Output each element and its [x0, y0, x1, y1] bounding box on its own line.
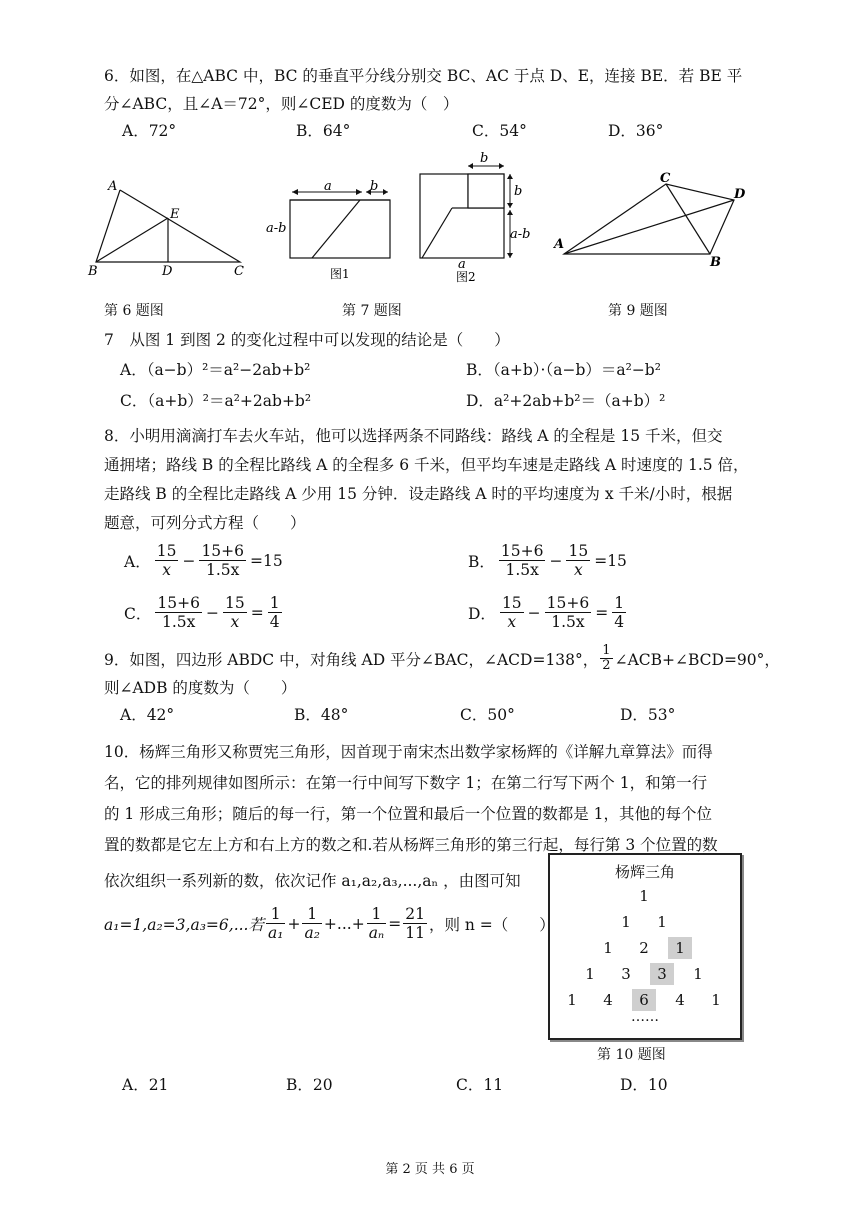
- q8-option-b-frac2: [566, 542, 590, 579]
- q7-label-a-minus-b-left: a-b: [266, 221, 287, 236]
- q8-option-a-frac2-num: 15+6: [201, 542, 245, 560]
- q9-line1-a: 9．如图，四边形 ABDC 中，对角线 AD 平分∠BAC，∠ACD=138°，: [104, 650, 599, 669]
- q8-option-b-frac1-den: 1.5x: [505, 561, 539, 579]
- yanghui-r3-c2: 2: [639, 939, 649, 957]
- q9-option-d[interactable]: D．53°: [620, 706, 676, 724]
- yanghui-r4-c4: 1: [693, 965, 703, 983]
- yanghui-r1-c1: 1: [639, 887, 649, 905]
- q8-option-b-letter: B．: [468, 552, 495, 571]
- q8-option-c-rhs-frac: [268, 594, 282, 631]
- q8-option-a-rhs: =15: [250, 551, 283, 570]
- q8-option-d-frac1-num: 15: [501, 594, 522, 612]
- q10-line6: [104, 905, 555, 942]
- q9-option-c[interactable]: C．50°: [460, 706, 515, 724]
- q8-option-d[interactable]: [466, 594, 628, 631]
- yanghui-box-title: 杨辉三角: [614, 863, 675, 881]
- q7-label-a-top: a: [324, 179, 332, 194]
- q8-option-c-frac2-den: x: [230, 613, 240, 631]
- q10-caption: 第 10 题图: [597, 1047, 666, 1063]
- yanghui-r4-c1: 1: [585, 965, 595, 983]
- q8-option-c-frac2-num: 15: [224, 594, 245, 612]
- yanghui-r5-c3-highlight: 6: [632, 989, 656, 1011]
- q6-point-e: E: [170, 207, 180, 222]
- q6-line1: 6．如图，在△ABC 中，BC 的垂直平分线分别交 BC、AC 于点 D、E，连接 BE．若 BE 平: [104, 67, 743, 85]
- q10-line4: 置的数都是它左上方和右上方的数之和.若从杨辉三角形的第三行起，每行第 3 个位置的数: [104, 836, 718, 854]
- q7-option-a[interactable]: A．（a−b）²＝a²−2ab+b²: [120, 361, 311, 379]
- q7-figure: [262, 150, 532, 284]
- q10-option-d[interactable]: D．10: [620, 1076, 668, 1094]
- q10-frac3-num: 1: [367, 905, 387, 924]
- yanghui-triangle-box: [548, 853, 742, 1040]
- q6-triangle-figure: [84, 176, 254, 280]
- q8-option-a-frac1-den: x: [162, 561, 171, 579]
- q8-line4: 题意，可列分式方程（ ）: [104, 514, 306, 532]
- q9-line1: [104, 644, 780, 673]
- q8-option-d-frac2-den: 1.5x: [551, 613, 585, 631]
- q6-point-c: C: [234, 264, 244, 279]
- q6-line2: 分∠ABC，且∠A＝72°，则∠CED 的度数为（ ）: [104, 95, 459, 113]
- q9-half-num: 1: [602, 643, 611, 658]
- yanghui-r4-c2: 3: [621, 965, 631, 983]
- q7-fig2-label-b-top: b: [480, 151, 489, 166]
- q8-option-b-frac2-num: 15: [568, 542, 589, 560]
- q8-option-c-rhs-num: 1: [269, 594, 280, 612]
- q9-line2: 则∠ADB 的度数为（ ）: [104, 679, 297, 697]
- q10-option-c[interactable]: C．11: [456, 1076, 504, 1094]
- q9-point-b: B: [710, 255, 721, 270]
- yanghui-r2-c1: 1: [621, 913, 631, 931]
- q8-option-d-rhs-frac: [612, 594, 626, 631]
- q10-frac3-den: aₙ: [368, 924, 385, 942]
- q8-option-a-letter: A．: [124, 552, 151, 571]
- q10-line2: 名，它的排列规律如图所示：在第一行中间写下数字 1；在第二行写下两个 1，和第一行: [104, 774, 708, 792]
- q10-frac4-den: 11: [405, 924, 425, 942]
- q8-option-d-rhs-den: 4: [614, 613, 625, 631]
- yanghui-r5-c5: 1: [711, 991, 721, 1009]
- q6-option-a[interactable]: A．72°: [122, 122, 177, 140]
- q8-option-d-minus: −: [527, 603, 541, 622]
- q8-option-a-frac2: [199, 542, 246, 579]
- q8-option-d-frac2-num: 15+6: [546, 594, 590, 612]
- q10-frac-1-a1: [266, 905, 285, 942]
- q8-option-d-frac1-den: x: [507, 613, 517, 631]
- yanghui-r3-c1: 1: [603, 939, 613, 957]
- q10-frac-1-an: [367, 905, 387, 942]
- q8-option-a-frac1-num: 15: [156, 542, 177, 560]
- q9-half-den: 2: [602, 658, 611, 673]
- q10-frac4-num: 21: [405, 905, 425, 923]
- q10-frac1-num: 1: [266, 905, 285, 924]
- q8-option-c-frac1: [155, 594, 202, 631]
- q8-option-c-frac1-num: 15+6: [157, 594, 200, 612]
- q8-option-b[interactable]: [466, 542, 629, 579]
- q8-option-d-frac1: [500, 594, 524, 631]
- q8-option-c-letter: C．: [124, 604, 152, 623]
- q9-option-a[interactable]: A．42°: [120, 706, 175, 724]
- q8-option-b-rhs: =15: [594, 551, 627, 570]
- yanghui-r4-c3-highlight: 3: [650, 963, 674, 985]
- q10-option-a[interactable]: A．21: [122, 1076, 169, 1094]
- q9-quadrilateral-figure: [552, 170, 752, 270]
- q8-line3: 走路线 B 的全程比走路线 A 少用 15 分钟．设走路线 A 时的平均速度为 x 千米/小时，根据: [104, 485, 733, 503]
- page-footer: 第 2 页 共 6 页: [385, 1162, 475, 1177]
- yanghui-r5-c1: 1: [567, 991, 577, 1009]
- q8-option-c-eq: =: [250, 603, 264, 622]
- q10-plus1: +: [287, 914, 301, 933]
- q8-option-a-frac1: [155, 542, 179, 579]
- yanghui-r2-c2: 1: [657, 913, 667, 931]
- q8-option-c-frac2: [223, 594, 247, 631]
- q10-frac1-den: a₁: [267, 924, 284, 942]
- q9-point-d: D: [734, 187, 746, 202]
- q10-frac-1-a2: [302, 905, 321, 942]
- q10-eq: =: [388, 914, 402, 933]
- q8-option-b-minus: −: [549, 551, 563, 570]
- q7-fig2-label-a: a: [458, 257, 466, 272]
- q7-caption: 第 7 题图: [342, 303, 402, 319]
- q6-point-d: D: [162, 264, 173, 279]
- q8-option-a[interactable]: [122, 542, 285, 579]
- q8-option-c-minus: −: [205, 603, 219, 622]
- q6-caption: 第 6 题图: [104, 303, 164, 319]
- q6-option-d[interactable]: D．36°: [608, 122, 664, 140]
- q7-fig2-label-b-right: b: [514, 184, 523, 199]
- q8-option-d-eq: =: [595, 603, 609, 622]
- q8-option-d-frac2: [545, 594, 592, 631]
- q8-option-c-frac1-den: 1.5x: [161, 613, 196, 631]
- q7-label-b-top: b: [370, 179, 379, 194]
- q7-fig2-label-a-minus-b: a-b: [510, 227, 531, 242]
- q8-option-b-frac1-num: 15+6: [500, 542, 544, 560]
- q7-option-d[interactable]: D．a²+2ab+b²＝（a+b）²: [466, 392, 666, 410]
- q8-option-a-minus: −: [182, 551, 196, 570]
- yanghui-r3-c3-highlight: 1: [668, 937, 692, 959]
- q8-option-d-rhs-num: 1: [614, 594, 625, 612]
- q10-frac2-num: 1: [302, 905, 321, 924]
- q6-point-b: B: [88, 264, 98, 279]
- q9-half-frac: [600, 644, 612, 673]
- q10-plus2: +...+: [323, 914, 365, 933]
- yanghui-dots: ……: [631, 1009, 659, 1025]
- q10-line6-b: ，则 n =（ ）: [428, 915, 555, 934]
- q6-option-b[interactable]: B．64°: [296, 122, 351, 140]
- q10-frac-21-11: [403, 905, 427, 942]
- q8-line1: 8．小明用滴滴打车去火车站，他可以选择两条不同路线：路线 A 的全程是 15 千米，但交: [104, 427, 723, 445]
- q9-option-b[interactable]: B．48°: [294, 706, 349, 724]
- q8-option-c-rhs-den: 4: [269, 613, 280, 631]
- q9-point-a: A: [554, 237, 565, 252]
- q9-line1-b: ∠ACB+∠BCD=90°，: [614, 650, 780, 669]
- q10-line5: 依次组织一系列新的数，依次记作 a₁,a₂,a₃,...,aₙ ，由图可知: [104, 872, 521, 890]
- q7-option-b[interactable]: B．（a+b）·（a−b）＝a²−b²: [466, 361, 661, 379]
- q10-option-b[interactable]: B．20: [286, 1076, 333, 1094]
- q7-option-c[interactable]: C．（a+b）²＝a²+2ab+b²: [120, 392, 312, 410]
- q10-line3: 的 1 形成三角形；随后的每一行，第一个位置和最后一个位置的数都是 1，其他的每个位: [104, 805, 713, 823]
- q10-line6-a: a₁=1,a₂=3,a₃=6,...若: [104, 915, 264, 934]
- q8-line2: 通拥堵；路线 B 的全程比路线 A 的全程多 6 千米，但平均车速是走路线 A 时速度的 1.5 倍，: [104, 456, 749, 474]
- q9-point-c: C: [660, 171, 671, 186]
- q8-option-b-frac2-den: x: [573, 561, 583, 579]
- q6-point-a: A: [108, 179, 118, 194]
- q8-option-c[interactable]: [122, 594, 284, 631]
- q7-fig1-label: 图1: [330, 267, 350, 281]
- yanghui-r5-c4: 4: [675, 991, 685, 1009]
- q7-fig2-label: 图2: [456, 270, 476, 284]
- q8-option-d-letter: D．: [468, 604, 496, 623]
- q6-option-c[interactable]: C．54°: [472, 122, 527, 140]
- q7-stem: 7 从图 1 到图 2 的变化过程中可以发现的结论是（ ）: [104, 331, 510, 349]
- yanghui-r5-c2: 4: [603, 991, 613, 1009]
- q9-caption: 第 9 题图: [608, 303, 668, 319]
- q10-line1: 10．杨辉三角形又称贾宪三角形，因首现于南宋杰出数学家杨辉的《详解九章算法》而得: [104, 743, 713, 761]
- q8-option-b-frac1: [499, 542, 546, 579]
- q8-option-a-frac2-den: 1.5x: [206, 561, 240, 579]
- q10-frac2-den: a₂: [304, 924, 320, 942]
